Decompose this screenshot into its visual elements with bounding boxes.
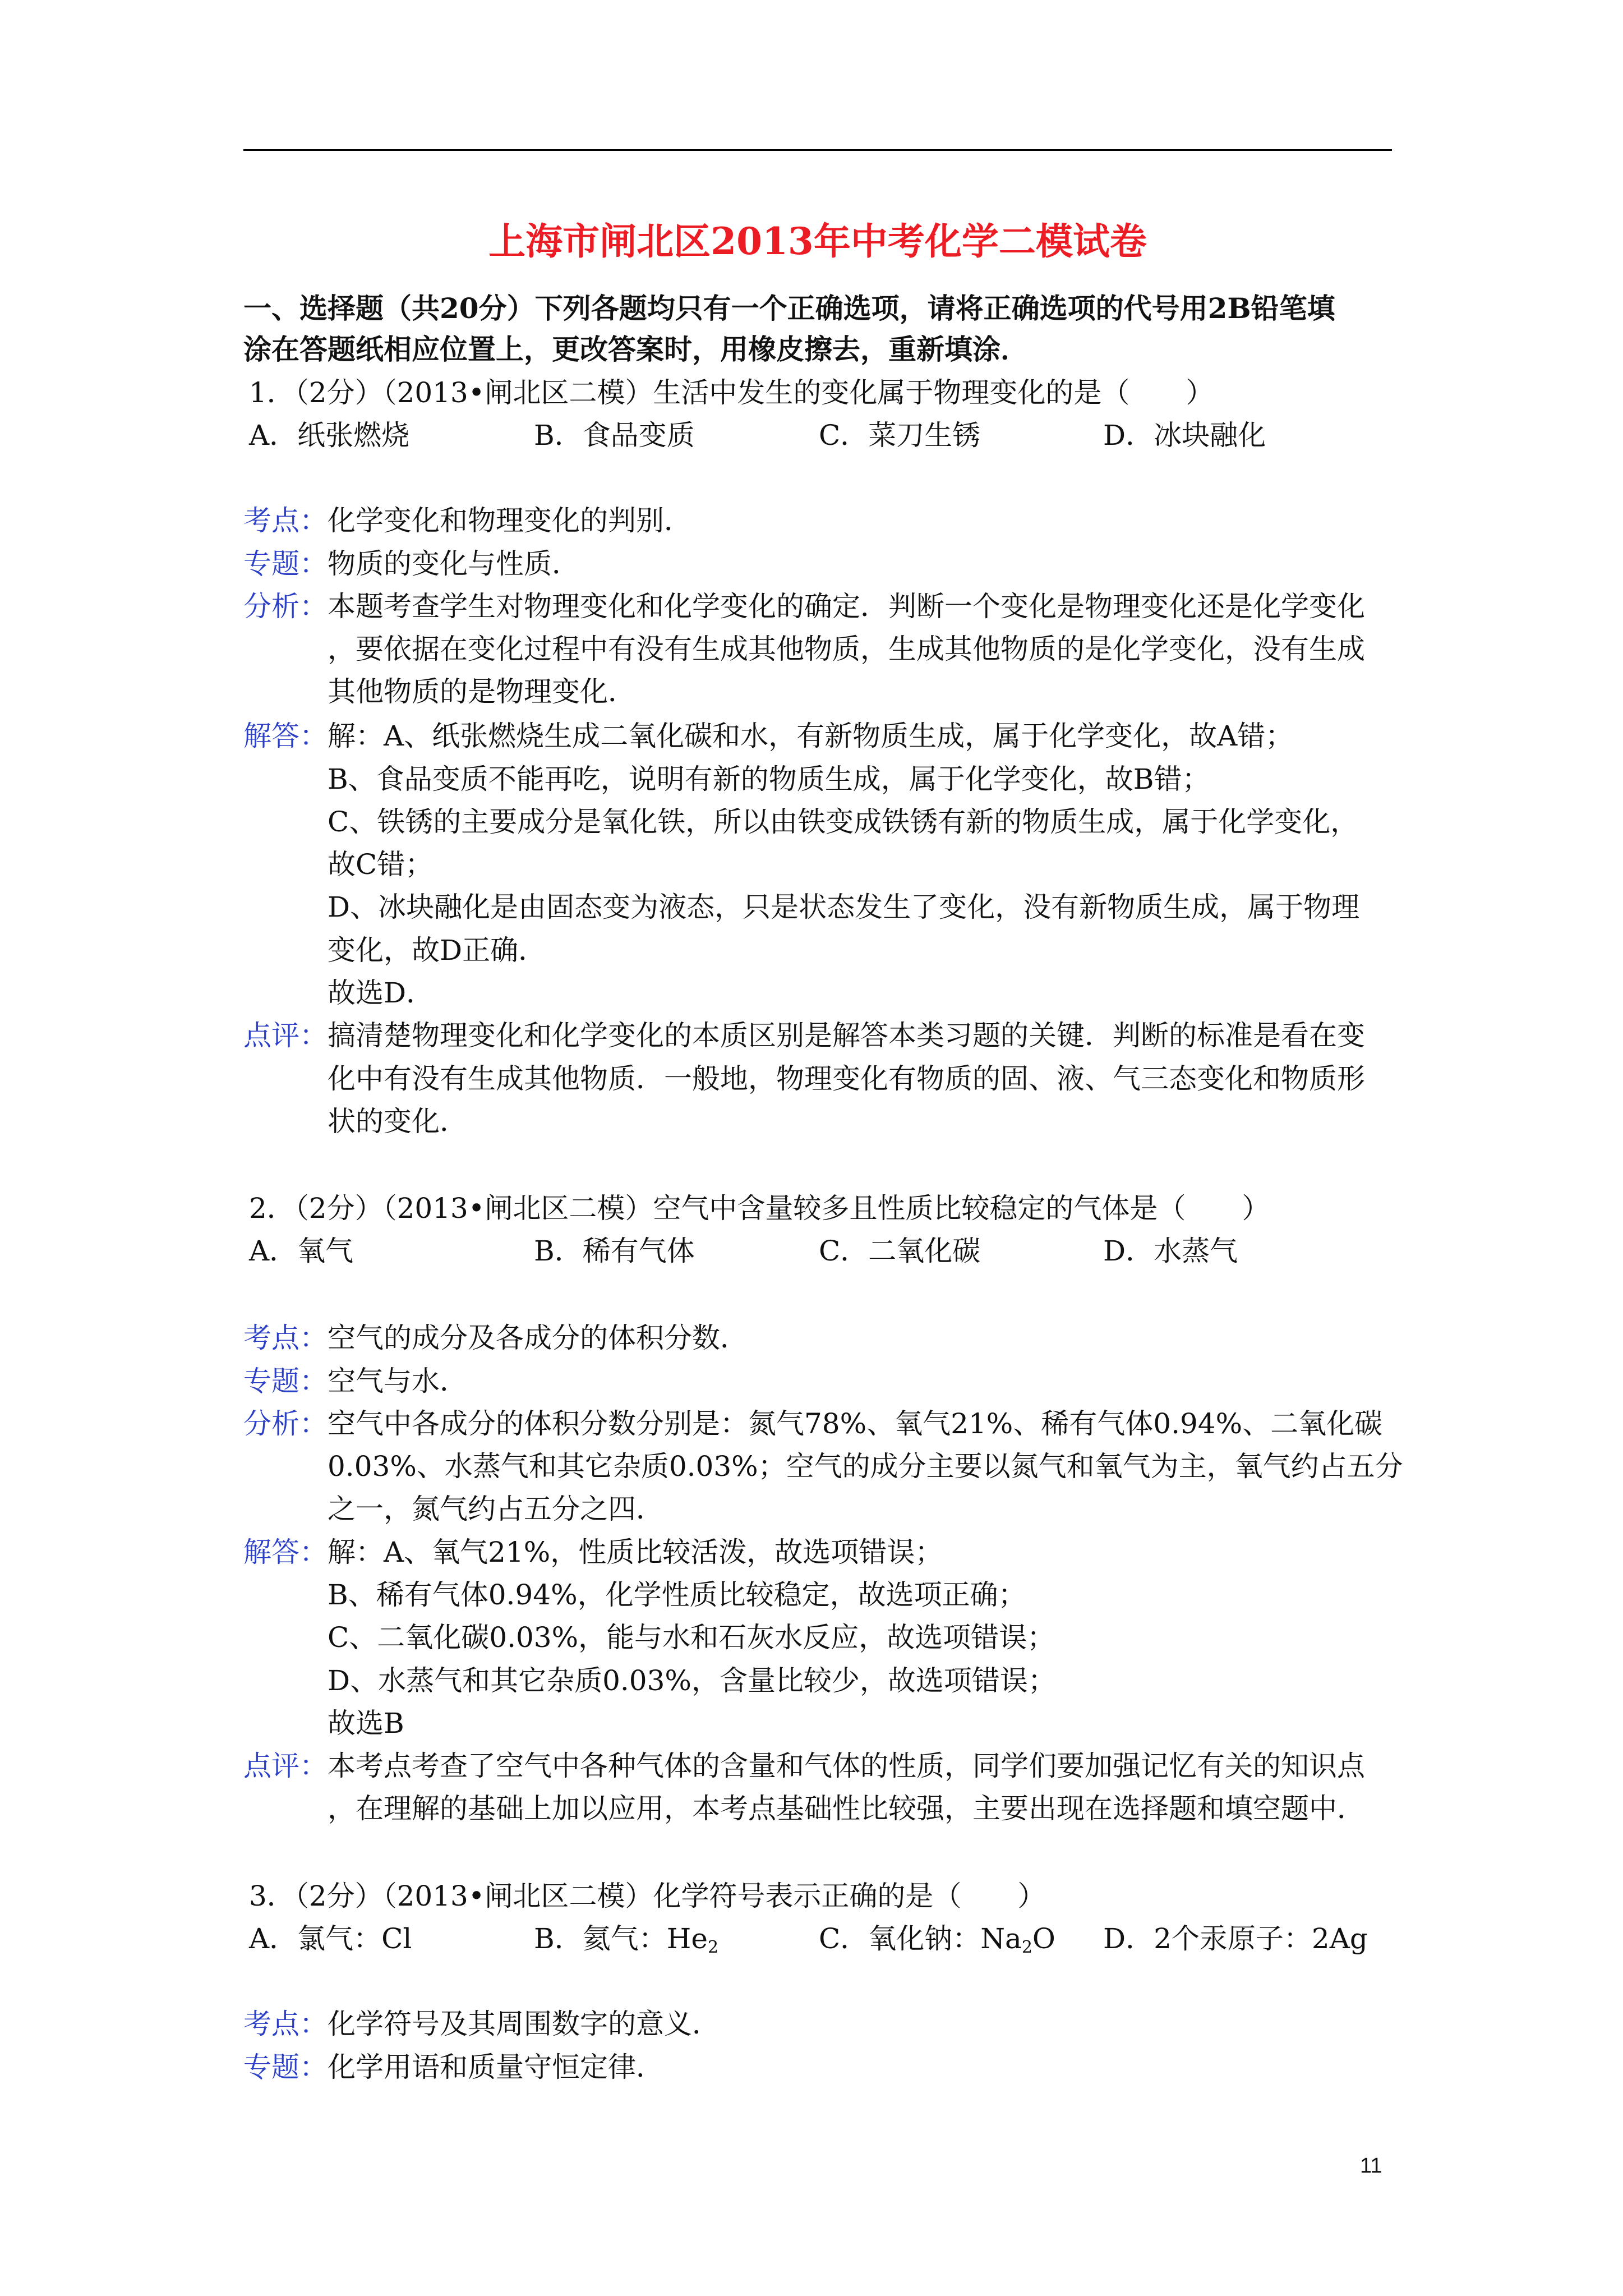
question-1-solution	[243, 715, 1293, 757]
question-1-option-c: C．菜刀生锈	[819, 419, 981, 452]
question-1-analysis	[243, 585, 1365, 628]
solution-text: 解：A、氧气21%，性质比较活泼，故选项错误；	[328, 1536, 943, 1568]
comment-label: 点评：	[243, 1750, 328, 1782]
question-3-option-c	[819, 1917, 1055, 1960]
solution-text: 解：A、纸张燃烧生成二氧化碳和水，有新物质生成，属于化学变化，故A错；	[328, 720, 1294, 752]
analysis-line: ，要依据在变化过程中有没有生成其他物质，生成其他物质的是化学变化，没有生成	[328, 633, 1365, 665]
solution-line: C、铁锈的主要成分是氧化铁，所以由铁变成铁锈有新的物质生成，属于化学变化，	[328, 806, 1359, 838]
question-2-option-c: C．二氧化碳	[819, 1235, 981, 1267]
comment-line: ，在理解的基础上加以应用，本考点基础性比较强，主要出现在选择题和填空题中．	[328, 1792, 1365, 1825]
comment-text: 搞清楚物理变化和化学变化的本质区别是解答本类习题的关键．判断的标准是看在变	[328, 1019, 1365, 1052]
question-1-comment	[243, 1014, 1365, 1057]
test-point-label: 考点：	[243, 1322, 328, 1354]
analysis-line: 之一，氮气约占五分之四．	[328, 1493, 664, 1525]
question-3-topic	[243, 2046, 664, 2088]
question-2-stem: 2．（2分）（2013•闸北区二模）空气中含量较多且性质比较稳定的气体是（ ）	[249, 1192, 1270, 1225]
question-3-option-d	[1103, 1917, 1368, 1960]
question-3-options	[0, 1917, 1623, 1960]
solution-line: D、水蒸气和其它杂质0.03%，含量比较少，故选项错误；	[328, 1664, 1056, 1697]
question-2-topic	[243, 1360, 468, 1402]
solution-line: 故选B	[328, 1707, 404, 1740]
solution-line: D、冰块融化是由固态变为液态，只是状态发生了变化，没有新物质生成，属于物理	[328, 891, 1360, 923]
question-1-stem: 1．（2分）（2013•闸北区二模）生活中发生的变化属于物理变化的是（ ）	[249, 376, 1214, 409]
question-2-comment	[243, 1745, 1365, 1787]
topic-text: 化学用语和质量守恒定律．	[328, 2051, 664, 2083]
test-point-text: 空气的成分及各成分的体积分数．	[328, 1322, 748, 1354]
analysis-text: 空气中各成分的体积分数分别是：氮气78%、氧气21%、稀有气体0.94%、二氧化碳	[328, 1407, 1383, 1440]
solution-label: 解答：	[243, 720, 328, 752]
question-2-option-d: D．水蒸气	[1103, 1235, 1238, 1267]
question-1-topic	[243, 542, 580, 585]
question-2-options	[0, 1230, 1623, 1272]
analysis-line: 其他物质的是物理变化．	[328, 675, 636, 708]
test-point-text: 化学变化和物理变化的判别．	[328, 504, 692, 537]
option-subscript: 2	[707, 1938, 719, 1957]
question-1-option-b: B．食品变质	[534, 419, 695, 452]
option-text-tail: O	[1032, 1922, 1055, 1955]
solution-line: 故选D．	[328, 977, 435, 1009]
question-2-test-point	[243, 1317, 748, 1359]
question-2-option-a: A．氧气	[249, 1235, 354, 1267]
analysis-label: 分析：	[243, 590, 328, 623]
solution-line: B、稀有气体0.94%，化学性质比较稳定，故选项正确；	[328, 1579, 1026, 1611]
question-3-stem: 3．（2分）（2013•闸北区二模）化学符号表示正确的是（ ）	[249, 1880, 1046, 1912]
solution-line: C、二氧化碳0.03%，能与水和石灰水反应，故选项错误；	[328, 1621, 1055, 1654]
option-text: D．2个汞原子：2Ag	[1103, 1922, 1368, 1955]
solution-line: 变化，故D正确．	[328, 934, 547, 967]
solution-line: 故C错；	[328, 848, 434, 881]
question-1-option-a: A．纸张燃烧	[249, 419, 410, 452]
question-2-analysis	[243, 1402, 1382, 1445]
topic-label: 专题：	[243, 547, 328, 580]
question-3-option-a	[249, 1917, 412, 1960]
solution-label: 解答：	[243, 1536, 328, 1568]
question-3-option-b	[534, 1917, 718, 1960]
topic-text: 物质的变化与性质．	[328, 547, 580, 580]
question-1-option-d: D．冰块融化	[1103, 419, 1266, 452]
test-point-text: 化学符号及其周围数字的意义．	[328, 2008, 720, 2040]
page-title: 上海市闸北区2013年中考化学二模试卷	[488, 219, 1147, 263]
question-1-options	[0, 414, 1623, 457]
comment-label: 点评：	[243, 1019, 328, 1052]
option-subscript: 2	[1021, 1938, 1032, 1957]
test-point-label: 考点：	[243, 2008, 328, 2040]
topic-label: 专题：	[243, 1365, 328, 1397]
section-heading-line: 涂在答题纸相应位置上，更改答案时，用橡皮擦去，重新填涂．	[243, 333, 1029, 366]
question-1-test-point	[243, 499, 692, 542]
page-number: 11	[1360, 2154, 1382, 2178]
comment-line: 状的变化．	[328, 1105, 468, 1138]
topic-text: 空气与水．	[328, 1365, 468, 1397]
header-rule	[243, 149, 1392, 151]
option-text: A．氯气：Cl	[249, 1922, 412, 1955]
option-text: B．氦气：He	[534, 1922, 708, 1955]
question-2-option-b: B．稀有气体	[534, 1235, 695, 1267]
comment-line: 化中有没有生成其他物质．一般地，物理变化有物质的固、液、气三态变化和物质形	[328, 1062, 1365, 1095]
test-point-label: 考点：	[243, 504, 328, 537]
analysis-label: 分析：	[243, 1407, 328, 1440]
option-text: C．氧化钠：Na	[819, 1922, 1022, 1955]
analysis-line: 0.03%、水蒸气和其它杂质0.03%；空气的成分主要以氮气和氧气为主，氧气约占五分	[328, 1450, 1403, 1483]
analysis-text: 本题考查学生对物理变化和化学变化的确定．判断一个变化是物理变化还是化学变化	[328, 590, 1365, 623]
topic-label: 专题：	[243, 2051, 328, 2083]
comment-text: 本考点考查了空气中各种气体的含量和气体的性质，同学们要加强记忆有关的知识点	[328, 1750, 1365, 1782]
section-heading-line: 一、选择题（共20分）下列各题均只有一个正确选项，请将正确选项的代号用2B铅笔填	[243, 292, 1335, 325]
question-3-test-point	[243, 2003, 720, 2045]
question-2-solution	[243, 1531, 943, 1573]
solution-line: B、食品变质不能再吃，说明有新的物质生成，属于化学变化，故B错；	[328, 763, 1210, 795]
